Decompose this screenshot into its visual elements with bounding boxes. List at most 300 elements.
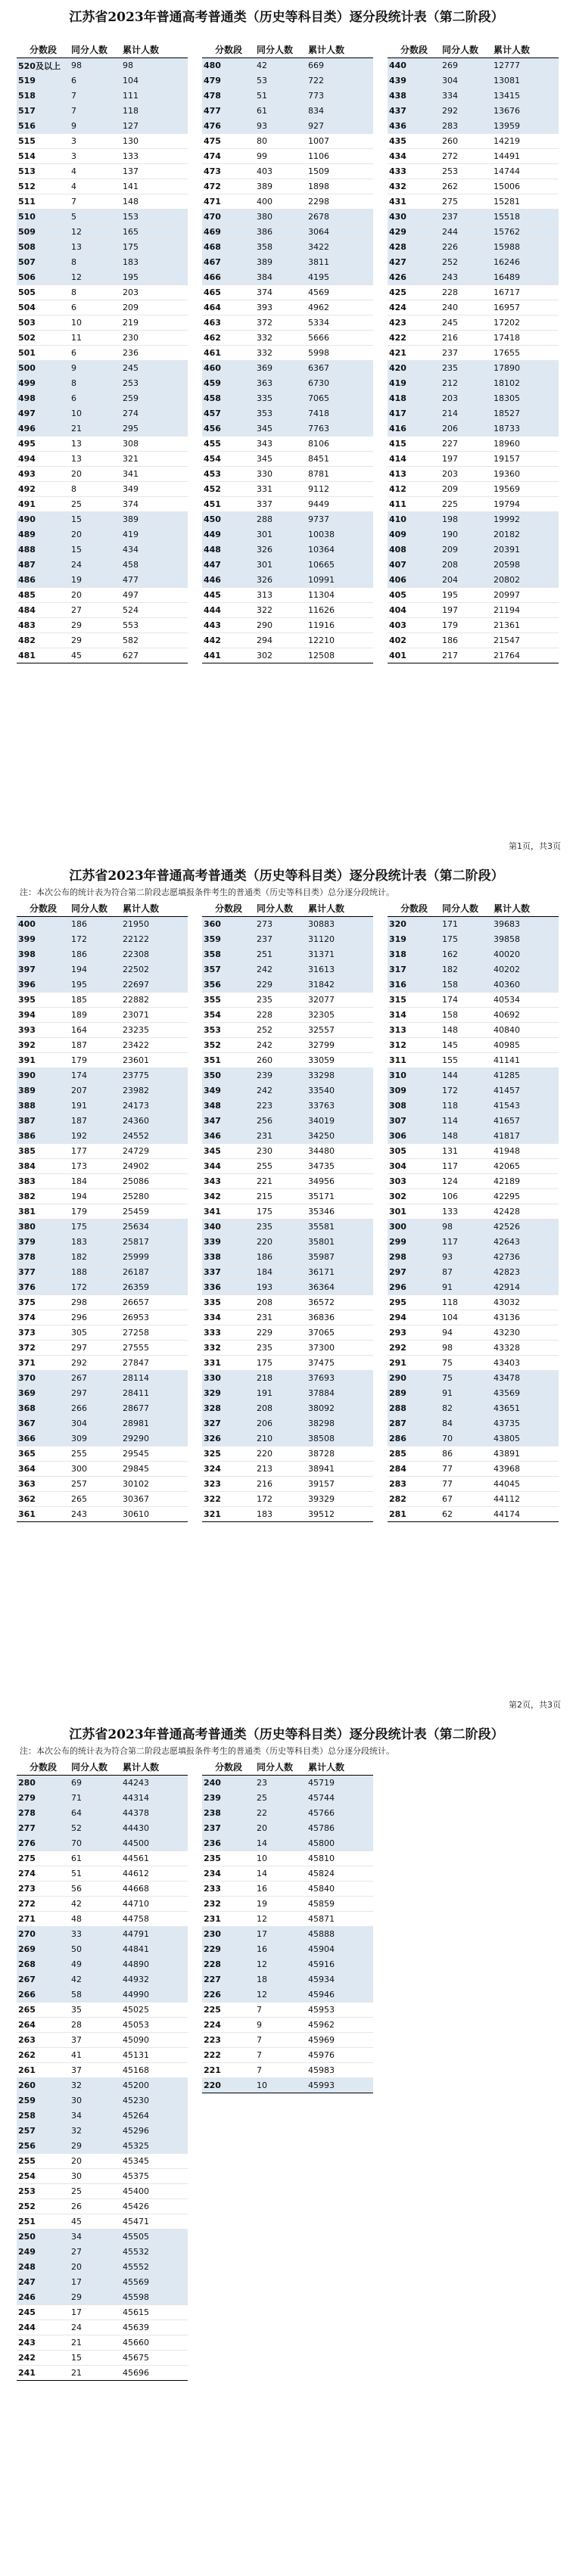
- cell-cum: 18102: [492, 376, 559, 391]
- cell-cum: 5666: [307, 331, 373, 346]
- table-row: [17, 1882, 188, 1897]
- table-row: [202, 1356, 373, 1371]
- cell-count: 114: [441, 1114, 492, 1129]
- cell-count: 25: [255, 1791, 307, 1806]
- cell-count: 213: [255, 1462, 307, 1477]
- cell-count: 260: [255, 1053, 307, 1068]
- cell-count: 98: [70, 58, 121, 73]
- cell-score: 408: [388, 542, 441, 558]
- table-row: [388, 482, 559, 497]
- cell-score: 369: [17, 1386, 70, 1401]
- cell-cum: 45824: [307, 1866, 373, 1882]
- cell-cum: 32557: [307, 1023, 373, 1038]
- cell-score: 263: [17, 2033, 70, 2048]
- cell-score: 425: [388, 285, 441, 300]
- cell-score: 516: [17, 119, 70, 134]
- table-row: [17, 1114, 188, 1129]
- cell-count: 260: [441, 134, 492, 149]
- table-row: [202, 1401, 373, 1416]
- cell-count: 265: [70, 1492, 121, 1507]
- table-row: [202, 1114, 373, 1129]
- cell-score: 288: [388, 1401, 441, 1416]
- cell-cum: 45675: [121, 2351, 188, 2366]
- cell-score: 352: [202, 1038, 255, 1053]
- cell-count: 15: [70, 542, 121, 558]
- cell-score: 452: [202, 482, 255, 497]
- cell-cum: 15518: [492, 210, 559, 225]
- cell-score: 467: [202, 255, 255, 270]
- cell-cum: 45505: [121, 2230, 188, 2245]
- table-row: [17, 1341, 188, 1356]
- table-row: [202, 1068, 373, 1083]
- cell-count: 45: [70, 2214, 121, 2230]
- cell-cum: 23775: [121, 1068, 188, 1083]
- table-row: [17, 421, 188, 437]
- table-row: [388, 542, 559, 558]
- table-row: [388, 512, 559, 527]
- table-row: [388, 1083, 559, 1098]
- cell-count: 21: [70, 421, 121, 437]
- cell-score: 505: [17, 285, 70, 300]
- header-score: 分数段: [17, 1758, 70, 1776]
- table-row: [202, 270, 373, 285]
- cell-cum: 245: [121, 361, 188, 376]
- cell-cum: 38092: [307, 1401, 373, 1416]
- cell-cum: 43735: [492, 1416, 559, 1431]
- cell-score: 386: [17, 1129, 70, 1144]
- table-row: [388, 1220, 559, 1235]
- cell-count: 104: [441, 1310, 492, 1325]
- table-row: [202, 1053, 373, 1068]
- cell-count: 174: [441, 993, 492, 1008]
- table-row: [17, 346, 188, 361]
- cell-cum: 4195: [307, 270, 373, 285]
- cell-cum: 31613: [307, 962, 373, 977]
- header-count: 同分人数: [255, 1758, 307, 1776]
- page-footer: 第2页，共3页: [509, 1700, 561, 1710]
- cell-score: 346: [202, 1129, 255, 1144]
- cell-cum: 39858: [492, 932, 559, 947]
- cell-cum: 36171: [307, 1265, 373, 1280]
- cell-score: 304: [388, 1159, 441, 1174]
- cell-count: 61: [255, 104, 307, 119]
- table-row: [17, 1866, 188, 1882]
- cell-count: 240: [441, 300, 492, 315]
- cell-count: 380: [255, 210, 307, 225]
- cell-score: 282: [388, 1492, 441, 1507]
- table-row: [202, 1882, 373, 1897]
- table-row: [17, 1386, 188, 1401]
- cell-cum: 45859: [307, 1897, 373, 1912]
- table-row: [202, 240, 373, 255]
- table-row: [388, 210, 559, 225]
- cell-count: 393: [255, 300, 307, 315]
- cell-cum: 44378: [121, 1806, 188, 1821]
- table-row: [17, 210, 188, 225]
- table-row: [202, 1159, 373, 1174]
- cell-score: 336: [202, 1280, 255, 1295]
- cell-cum: 19360: [492, 467, 559, 482]
- table-row: [388, 164, 559, 179]
- cell-count: 32: [70, 2078, 121, 2093]
- cell-score: 487: [17, 558, 70, 573]
- cell-score: 314: [388, 1008, 441, 1023]
- cell-count: 231: [255, 1129, 307, 1144]
- cell-count: 194: [70, 1189, 121, 1204]
- cell-score: 249: [17, 2245, 70, 2260]
- cell-cum: 44932: [121, 1972, 188, 1987]
- cell-score: 449: [202, 527, 255, 542]
- table-row: [202, 2048, 373, 2063]
- table-row: [388, 270, 559, 285]
- header-count: 同分人数: [70, 41, 121, 58]
- cell-cum: 25634: [121, 1220, 188, 1235]
- cell-count: 106: [441, 1189, 492, 1204]
- cell-count: 251: [255, 947, 307, 962]
- cell-score: 413: [388, 467, 441, 482]
- cell-count: 369: [255, 361, 307, 376]
- cell-score: 395: [17, 993, 70, 1008]
- cell-count: 179: [70, 1204, 121, 1220]
- cell-count: 17: [255, 1927, 307, 1942]
- page-3: [0, 1717, 573, 2576]
- cell-score: 224: [202, 2018, 255, 2033]
- table-row: [17, 1038, 188, 1053]
- cell-count: 18: [255, 1972, 307, 1987]
- cell-cum: 1007: [307, 134, 373, 149]
- cell-count: 15: [70, 2351, 121, 2366]
- cell-cum: 45766: [307, 1806, 373, 1821]
- cell-count: 50: [70, 1942, 121, 1957]
- cell-count: 52: [70, 1821, 121, 1836]
- table-header-row: [202, 900, 373, 917]
- cell-score: 464: [202, 300, 255, 315]
- cell-cum: 25817: [121, 1235, 188, 1250]
- cell-count: 32: [70, 2124, 121, 2139]
- cell-count: 230: [255, 1144, 307, 1159]
- cell-cum: 45615: [121, 2305, 188, 2320]
- cell-score: 284: [388, 1462, 441, 1477]
- cell-count: 41: [70, 2048, 121, 2063]
- table-row: [202, 1507, 373, 1522]
- cell-count: 144: [441, 1068, 492, 1083]
- table-row: [202, 1250, 373, 1265]
- table-row: [202, 315, 373, 331]
- table-row: [202, 1942, 373, 1957]
- cell-cum: 42914: [492, 1280, 559, 1295]
- cell-cum: 15006: [492, 179, 559, 194]
- cell-count: 155: [441, 1053, 492, 1068]
- cell-count: 171: [441, 917, 492, 932]
- cell-score: 319: [388, 932, 441, 947]
- cell-count: 7: [70, 194, 121, 210]
- table-row: [388, 225, 559, 240]
- cell-cum: 25459: [121, 1204, 188, 1220]
- cell-cum: 25999: [121, 1250, 188, 1265]
- cell-count: 190: [441, 527, 492, 542]
- cell-score: 253: [17, 2184, 70, 2199]
- cell-count: 80: [255, 134, 307, 149]
- cell-score: 343: [202, 1174, 255, 1189]
- table-row: [202, 1791, 373, 1806]
- table-row: [388, 58, 559, 73]
- cell-cum: 9737: [307, 512, 373, 527]
- cell-cum: 253: [121, 376, 188, 391]
- cell-count: 204: [441, 573, 492, 588]
- cell-cum: 32305: [307, 1008, 373, 1023]
- cell-score: 446: [202, 573, 255, 588]
- cell-score: 316: [388, 977, 441, 993]
- header-score: 分数段: [202, 900, 255, 917]
- cell-cum: 45131: [121, 2048, 188, 2063]
- cell-score: 230: [202, 1927, 255, 1942]
- table-row: [17, 452, 188, 467]
- cell-score: 273: [17, 1882, 70, 1897]
- cell-score: 358: [202, 947, 255, 962]
- cell-score: 296: [388, 1280, 441, 1295]
- cell-count: 175: [255, 1204, 307, 1220]
- cell-cum: 31842: [307, 977, 373, 993]
- cell-score: 520及以上: [17, 58, 70, 73]
- cell-cum: 18733: [492, 421, 559, 437]
- cell-count: 6: [70, 73, 121, 89]
- header-count: 同分人数: [441, 900, 492, 917]
- cell-cum: 21361: [492, 618, 559, 633]
- cell-count: 220: [255, 1446, 307, 1462]
- cell-score: 228: [202, 1957, 255, 1972]
- cell-count: 3: [70, 134, 121, 149]
- table-row: [202, 962, 373, 977]
- cell-cum: 165: [121, 225, 188, 240]
- cell-count: 229: [255, 977, 307, 993]
- cell-count: 331: [255, 482, 307, 497]
- table-row: [17, 482, 188, 497]
- cell-score: 252: [17, 2199, 70, 2214]
- table-row: [388, 558, 559, 573]
- cell-score: 294: [388, 1310, 441, 1325]
- cell-count: 288: [255, 512, 307, 527]
- table-row: [202, 346, 373, 361]
- cell-score: 258: [17, 2108, 70, 2124]
- cell-score: 268: [17, 1957, 70, 1972]
- cell-count: 275: [441, 194, 492, 210]
- cell-score: 494: [17, 452, 70, 467]
- cell-cum: 45296: [121, 2124, 188, 2139]
- cell-score: 490: [17, 512, 70, 527]
- cell-cum: 45904: [307, 1942, 373, 1957]
- table-row: [17, 1942, 188, 1957]
- table-row: [202, 512, 373, 527]
- cell-count: 70: [70, 1836, 121, 1851]
- cell-score: 270: [17, 1927, 70, 1942]
- cell-count: 363: [255, 376, 307, 391]
- cell-score: 225: [202, 2003, 255, 2018]
- cell-count: 8: [70, 255, 121, 270]
- cell-count: 133: [441, 1204, 492, 1220]
- header-cum: 累计人数: [121, 41, 188, 58]
- table-row: [388, 1295, 559, 1310]
- table-row: [17, 331, 188, 346]
- table-header-row: [388, 900, 559, 917]
- table-row: [202, 1220, 373, 1235]
- cell-count: 231: [255, 1310, 307, 1325]
- table-row: [202, 1341, 373, 1356]
- cell-score: 390: [17, 1068, 70, 1083]
- cell-score: 512: [17, 179, 70, 194]
- cell-cum: 295: [121, 421, 188, 437]
- cell-count: 209: [441, 482, 492, 497]
- cell-score: 503: [17, 315, 70, 331]
- cell-score: 342: [202, 1189, 255, 1204]
- cell-count: 7: [255, 2063, 307, 2078]
- cell-cum: 1509: [307, 164, 373, 179]
- table-row: [388, 300, 559, 315]
- table-row: [388, 255, 559, 270]
- cell-cum: 133: [121, 149, 188, 164]
- cell-score: 355: [202, 993, 255, 1008]
- table-row: [202, 164, 373, 179]
- table-row: [202, 1310, 373, 1325]
- cell-score: 479: [202, 73, 255, 89]
- cell-score: 271: [17, 1912, 70, 1927]
- cell-cum: 183: [121, 255, 188, 270]
- table-row: [17, 648, 188, 663]
- table-row: [17, 2033, 188, 2048]
- cell-score: 484: [17, 603, 70, 618]
- cell-cum: 33763: [307, 1098, 373, 1114]
- cell-count: 235: [255, 1220, 307, 1235]
- table-row: [202, 1477, 373, 1492]
- cell-score: 466: [202, 270, 255, 285]
- cell-cum: 44243: [121, 1776, 188, 1791]
- table-row: [202, 421, 373, 437]
- cell-cum: 21194: [492, 603, 559, 618]
- cell-score: 434: [388, 149, 441, 164]
- table-row: [388, 391, 559, 406]
- cell-cum: 45325: [121, 2139, 188, 2154]
- cell-cum: 7763: [307, 421, 373, 437]
- table-row: [388, 1235, 559, 1250]
- cell-score: 481: [17, 648, 70, 663]
- table-row: [17, 497, 188, 512]
- table-row: [388, 406, 559, 421]
- cell-count: 145: [441, 1038, 492, 1053]
- cell-score: 289: [388, 1386, 441, 1401]
- cell-score: 233: [202, 1882, 255, 1897]
- cell-score: 421: [388, 346, 441, 361]
- table-row: [388, 1204, 559, 1220]
- cell-score: 414: [388, 452, 441, 467]
- cell-cum: 45375: [121, 2169, 188, 2184]
- table-row: [202, 149, 373, 164]
- table-row: [388, 452, 559, 467]
- cell-score: 448: [202, 542, 255, 558]
- cell-score: 325: [202, 1446, 255, 1462]
- table-row: [17, 1250, 188, 1265]
- table-header-row: [202, 1758, 373, 1776]
- table-row: [388, 962, 559, 977]
- table-row: [202, 1927, 373, 1942]
- cell-score: 496: [17, 421, 70, 437]
- cell-cum: 44758: [121, 1912, 188, 1927]
- cell-score: 410: [388, 512, 441, 527]
- table-row: [17, 89, 188, 104]
- cell-cum: 524: [121, 603, 188, 618]
- cell-cum: 553: [121, 618, 188, 633]
- cell-score: 220: [202, 2078, 255, 2093]
- header-cum: 累计人数: [121, 1758, 188, 1776]
- cell-cum: 722: [307, 73, 373, 89]
- table-row: [202, 1866, 373, 1882]
- table-row: [17, 1129, 188, 1144]
- cell-cum: 3422: [307, 240, 373, 255]
- cell-cum: 40360: [492, 977, 559, 993]
- table-row: [202, 527, 373, 542]
- page-2: [0, 859, 573, 1717]
- cell-count: 389: [255, 179, 307, 194]
- cell-count: 335: [255, 391, 307, 406]
- table-row: [17, 391, 188, 406]
- table-row: [202, 1386, 373, 1401]
- cell-score: 459: [202, 376, 255, 391]
- table-row: [17, 993, 188, 1008]
- table-row: [17, 1083, 188, 1098]
- cell-score: 241: [17, 2366, 70, 2381]
- cell-score: 306: [388, 1129, 441, 1144]
- table-row: [388, 1356, 559, 1371]
- cell-count: 257: [70, 1477, 121, 1492]
- table-row: [17, 2093, 188, 2108]
- cell-cum: 44612: [121, 1866, 188, 1882]
- cell-cum: 4569: [307, 285, 373, 300]
- table-row: [388, 1492, 559, 1507]
- cell-count: 252: [441, 255, 492, 270]
- cell-count: 206: [441, 421, 492, 437]
- cell-count: 172: [70, 1280, 121, 1295]
- table-row: [202, 1129, 373, 1144]
- page-footer: 第1页，共3页: [509, 841, 561, 851]
- table-row: [17, 300, 188, 315]
- cell-cum: 8451: [307, 452, 373, 467]
- table-row: [202, 932, 373, 947]
- cell-count: 75: [441, 1371, 492, 1386]
- table-row: [17, 1957, 188, 1972]
- table-row: [17, 1477, 188, 1492]
- cell-cum: 497: [121, 588, 188, 603]
- cell-cum: 11304: [307, 588, 373, 603]
- table-row: [388, 1038, 559, 1053]
- cell-score: 515: [17, 134, 70, 149]
- cell-count: 191: [255, 1386, 307, 1401]
- cell-count: 179: [70, 1053, 121, 1068]
- cell-score: 222: [202, 2048, 255, 2063]
- cell-cum: 43403: [492, 1356, 559, 1371]
- cell-count: 194: [70, 962, 121, 977]
- cell-cum: 259: [121, 391, 188, 406]
- cell-count: 12: [70, 270, 121, 285]
- cell-cum: 45090: [121, 2033, 188, 2048]
- cell-count: 37: [70, 2033, 121, 2048]
- table-row: [202, 1325, 373, 1341]
- score-table-3: [388, 41, 559, 663]
- cell-cum: 45916: [307, 1957, 373, 1972]
- cell-cum: 45744: [307, 1791, 373, 1806]
- table-row: [202, 1462, 373, 1477]
- cell-cum: 24729: [121, 1144, 188, 1159]
- table-row: [17, 1204, 188, 1220]
- cell-cum: 13081: [492, 73, 559, 89]
- table-row: [202, 179, 373, 194]
